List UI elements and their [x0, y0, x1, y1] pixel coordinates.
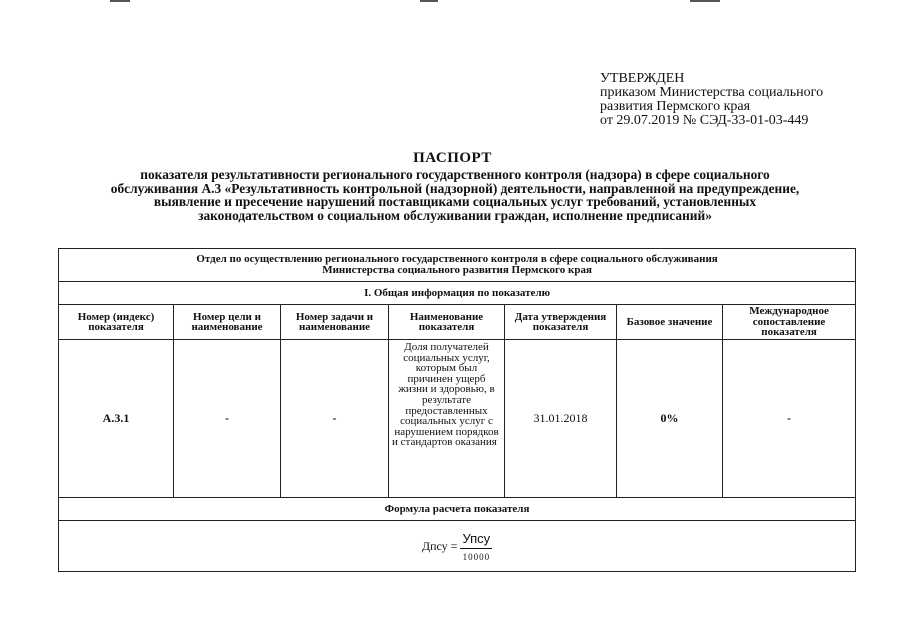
indicator-international: -	[723, 340, 856, 498]
indicator-base-value: 0%	[617, 340, 723, 498]
header-base-value: Базовое значение	[617, 305, 723, 340]
subtitle-line: обслуживания А.3 «Результативность контрольной (надзорной) деятельности, направленной на предупреждение,	[110, 180, 800, 196]
document-subtitle	[75, 168, 835, 222]
approval-ministry-line: развития Пермского края	[600, 99, 751, 114]
formula-fraction	[460, 531, 492, 562]
subtitle-line: показателя результативности регионального государственного контроля (надзора) в сфере социального	[140, 167, 770, 182]
header-international: Международное сопоставление показателя	[723, 305, 856, 340]
header-goal: Номер цели и наименование	[174, 305, 281, 340]
table-header-row	[59, 305, 856, 340]
indicator-index: А.3.1	[59, 340, 174, 498]
department-line: Министерства социального развития Пермского края	[322, 264, 592, 276]
header-date: Дата утверждения показателя	[505, 305, 617, 340]
scan-artifact-line	[420, 0, 438, 2]
approval-heading: УТВЕРЖДЕН	[600, 71, 685, 86]
formula-cell	[59, 521, 856, 572]
formula-title: Формула расчета показателя	[59, 498, 856, 521]
subtitle-line: выявление и пресечение нарушений поставщиками социальных услуг требований, установленных	[153, 194, 757, 209]
header-name: Наименование показателя	[389, 305, 505, 340]
department-cell	[59, 249, 856, 282]
approval-stamp-block	[600, 72, 823, 128]
formula-numerator: Упсу	[460, 531, 492, 549]
scan-artifact-line	[690, 0, 720, 2]
approval-order-line: приказом Министерства социального	[600, 85, 824, 100]
indicator-task: -	[281, 340, 389, 498]
formula-title-row	[59, 498, 856, 521]
approval-date-line: от 29.07.2019 № СЭД-33-01-03-449	[600, 113, 809, 128]
formula-lhs: Дпсу =	[421, 538, 458, 553]
passport-table	[58, 248, 856, 572]
formula-row	[59, 521, 856, 572]
formula-expression	[422, 531, 492, 562]
header-index: Номер (индекс) показателя	[59, 305, 174, 340]
scan-artifact-line	[110, 0, 130, 2]
department-line: Отдел по осуществлению регионального государственного контроля в сфере социального обслуживания	[196, 253, 718, 265]
indicator-name: Доля получателей социальных услуг, которым был причинен ущерб жизни и здоровью, в результате предоставленных социальных услуг с нарушением порядков и стандартов оказания	[389, 340, 505, 498]
subtitle-line: законодательством о социальном обслуживании граждан, исполнение предписаний»	[198, 207, 712, 223]
indicator-approval-date: 31.01.2018	[505, 340, 617, 498]
section-title-row	[59, 282, 856, 305]
section-title: I. Общая информация по показателю	[59, 282, 856, 305]
indicator-goal: -	[174, 340, 281, 498]
document-title: ПАСПОРТ	[413, 150, 492, 166]
department-row	[59, 249, 856, 282]
header-task: Номер задачи и наименование	[281, 305, 389, 340]
formula-denominator: 10000	[462, 551, 491, 562]
table-row	[59, 340, 856, 498]
